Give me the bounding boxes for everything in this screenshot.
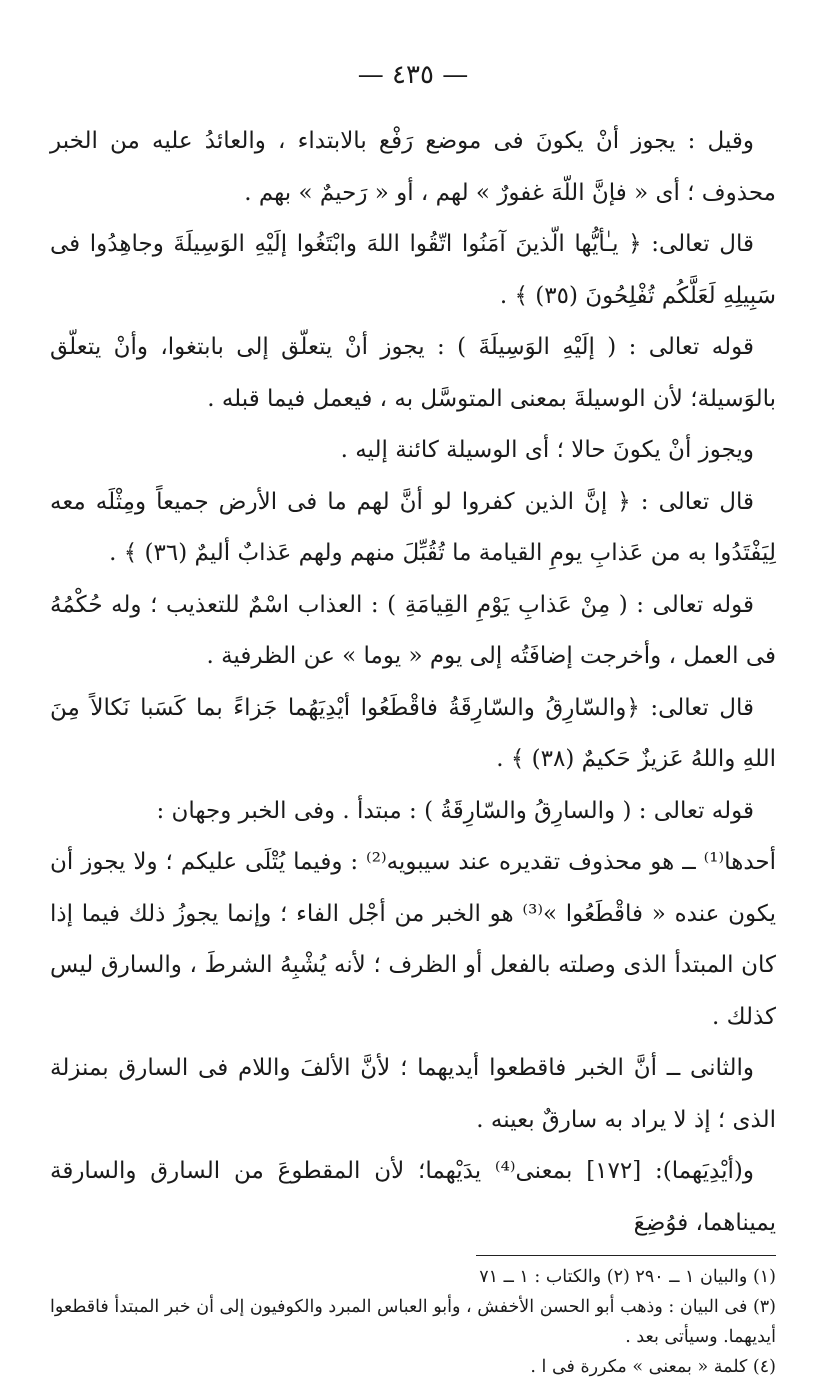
main-text xyxy=(50,116,776,1249)
paragraph-6: قوله تعالى : ( مِنْ عَذابِ يَوْمِ القِيامَةِ ) : العذاب اسْمٌ للتعذيب ؛ وله حُكْمُهُ فى العمل ، وأخرجت إضافَتُه إلى يوم « يوما » عن الظرفية . xyxy=(50,591,776,669)
paragraph-4: ويجوز أنْ يكونَ حالا ؛ أى الوسيلة كائنة إليه . xyxy=(340,437,754,463)
paragraph-9: أحدها⁽¹⁾ ــ هو محذوف تقديره عند سيبويه⁽²⁾ : وفيما يُتْلَى عليكم ؛ ولا يجوز أن يكون عنده « فاقْطَعُوا »⁽³⁾ هو الخبر من أجْل الفاء ؛ وإنما يجوزُ ذلك فيما إذا كان المبتدأ الذى وصلته بالفعل أو الظرف ؛ لأنه يُشْبِهُ الشرطَ ، والسارق ليس كذلك . xyxy=(50,849,776,1030)
footnote-1-2: (١) والبيان ١ ــ ٢٩٠ (٢) والكتاب : ١ ــ ٧١ xyxy=(479,1267,776,1287)
paragraph-2: قال تعالى: ﴿ يـٰأيُّها الّذينَ آمَنُوا اتّقُوا اللهَ وابْتَغُوا إلَيْهِ الوَسِيلَةَ وجاهِدُوا فى سَبِيلِهِ لَعَلَّكُم تُفْلِحُونَ (٣٥) ﴾ . xyxy=(50,231,776,309)
paragraph-3: قوله تعالى : ( إلَيْهِ الوَسِيلَةَ ) : يجوز أنْ يتعلّق إلى بابتغوا، وأنْ يتعلّق بالوَسيلة؛ لأن الوسيلةَ بمعنى المتوسَّل به ، فيعمل فيما قبله . xyxy=(50,334,776,412)
paragraph-5: قال تعالى : ﴿ إنَّ الذين كفروا لو أنَّ لهم ما فى الأرض جميعاً ومِثْلَه معه لِيَفْتَدُوا به من عَذابِ يومِ القيامة ما تُقُبِّلَ منهم ولهم عَذابٌ أليمٌ (٣٦) ﴾ . xyxy=(50,488,776,566)
paragraph-11: و(أيْدِيَهما): [١٧٢] بمعنى⁽⁴⁾ يدَيْهما؛ لأن المقطوعَ من السارق والسارقة يميناهما، فوُضِعَ xyxy=(50,1158,776,1236)
paragraph-8: قوله تعالى : ( والسارِقُ والسّارِقَةُ ) : مبتدأ . وفى الخبر وجهان : xyxy=(156,797,754,824)
paragraph-10: والثانى ــ أنَّ الخبر فاقطعوا أيديهما ؛ لأنَّ الألفَ واللام فى السارق بمنزلة الذى ؛ إذ لا يراد به سارقٌ بعينه . xyxy=(50,1055,776,1133)
page-number: — ٤٣٥ — xyxy=(357,60,469,90)
footnote-4: (٤) كلمة « بمعنى » مكررة فى ا . xyxy=(530,1357,776,1377)
footnotes xyxy=(50,1262,776,1382)
footnote-3: (٣) فى البيان : وذهب أبو الحسن الأخفش ، وأبو العباس المبرد والكوفيون إلى أن خبر المبتدأ فاقطعوا أيديهما. وسيأتى بعد . xyxy=(50,1297,776,1347)
footnote-separator xyxy=(476,1255,776,1256)
paragraph-7: قال تعالى: ﴿والسّارِقُ والسّارِقَةُ فاقْطَعُوا أيْدِيَهُما جَزاءً بما كَسَبا نَكالاً مِنَ اللهِ واللهُ عَزيزٌ حَكيمٌ (٣٨) ﴾ . xyxy=(50,694,776,772)
paragraph-1: وقيل : يجوز أنْ يكونَ فى موضع رَفْع بالابتداء ، والعائدُ عليه من الخبر محذوف ؛ أى « فإنَّ اللّهَ غفورٌ » لهم ، أو « رَحيمٌ » بهم . xyxy=(50,128,776,206)
